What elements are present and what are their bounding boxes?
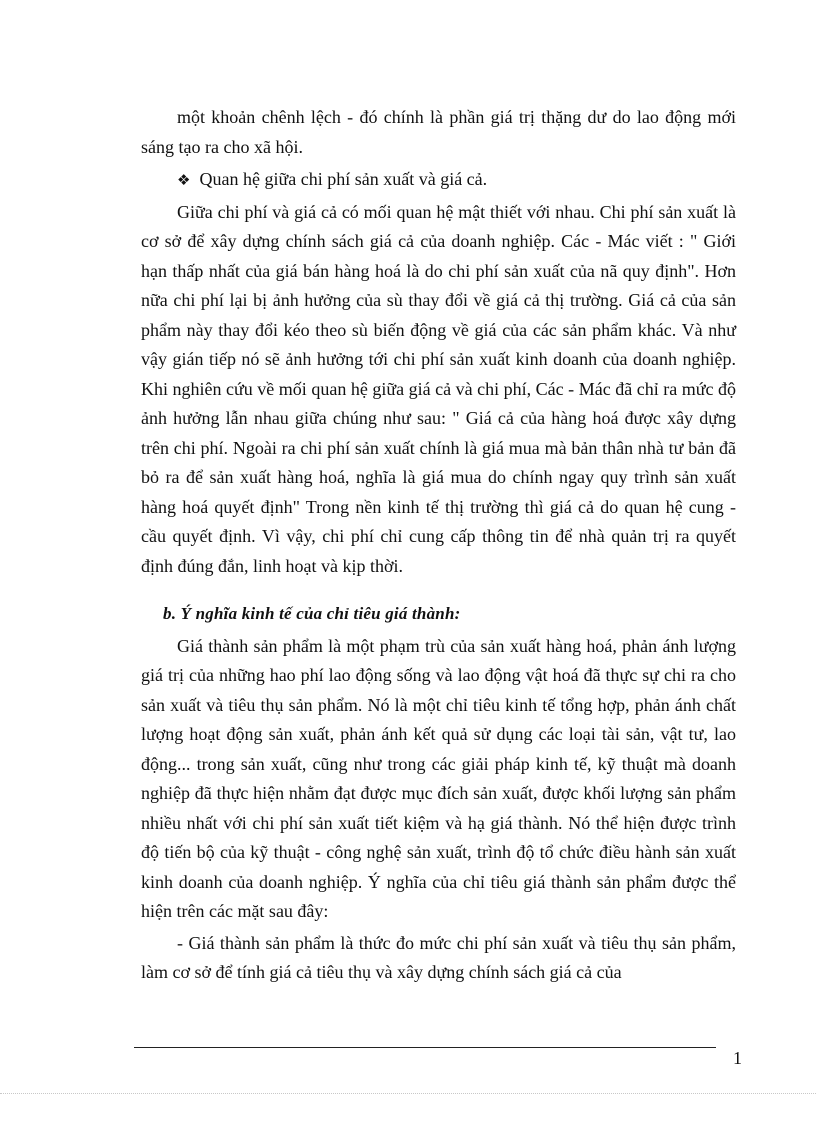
continuation-paragraph: một khoản chênh lệch - đó chính là phần giá trị thặng dư do lao động mới sáng tạo ra cho xã hội.: [141, 107, 736, 157]
section-heading: b. Ý nghĩa kinh tế của chỉ tiêu giá thành:: [163, 604, 461, 623]
meaning-paragraph: Giá thành sản phẩm là một phạm trù của sản xuất hàng hoá, phản ánh lượng giá trị của những hao phí lao động sống và lao động vật hoá đã thực sự chi ra cho sản xuất và tiêu thụ sản phẩm. Nó là một chỉ tiêu kinh tế tổng hợp, phản ánh chất lượng hoạt động sản xuất, phản ánh kết quả sử dụng các loại tài sản, vật tư, lao động... trong sản xuất, cũng như trong các giải pháp kinh tế, kỹ thuật mà doanh nghiệp đã thực hiện nhằm đạt được mục đích sản xuất, được khối lượng sản phẩm nhiều nhất với chi phí sản xuất tiết kiệm và hạ giá thành. Nó thể hiện được trình độ tiến bộ của kỹ thuật - công nghệ sản xuất, trình độ tổ chức điều hành sản xuất kinh doanh của doanh nghiệp. Ý nghĩa của chỉ tiêu giá thành sản phẩm được thể hiện trên các mặt sau đây:: [141, 635, 736, 921]
body-text: [141, 103, 736, 988]
dash-list-item: - Giá thành sản phẩm là thức đo mức chi phí sản xuất và tiêu thụ sản phẩm, làm cơ sở để tính giá cả tiêu thụ và xây dựng chính sách giá cả của: [141, 932, 736, 982]
relation-paragraph: Giữa chi phí và giá cả có mối quan hệ mật thiết với nhau. Chi phí sản xuất là cơ sở để xây dựng chính sách giá cả của doanh nghiệp. Các - Mác viết : " Giới hạn thấp nhất của giá bán hàng hoá là do chi phí sản xuất của nã quy định". Hơn nữa chi phí lại bị ảnh hưởng của sù thay đổi về giá cả thị trường. Giá cả của sản phẩm này thay đổi kéo theo sù biến động về giá của các sản phẩm khác. Và như vậy gián tiếp nó sẽ ảnh hưởng tới chi phí sản xuất kinh doanh của doanh nghiệp. Khi nghiên cứu về mối quan hệ giữa giá cả và chi phí, Các - Mác đã chỉ ra mức độ ảnh hưởng lẫn nhau giữa chúng như sau: " Giá cả của hàng hoá được xây dựng trên chi phí. Ngoài ra chi phí sản xuất chính là giá mua mà bản thân nhà tư bản đã bỏ ra để sản xuất hàng hoá, nghĩa là giá mua do chính ngay quy trình sản xuất hàng hoá quyết định" Trong nền kinh tế thị trường thì giá cả do quan hệ cung - cầu quyết định. Vì vậy, chi phí chỉ cung cấp thông tin để nhà quản trị ra quyết định đúng đắn, linh hoạt và kịp thời.: [141, 201, 736, 576]
bullet-text: Quan hệ giữa chi phí sản xuất và giá cả.: [199, 169, 488, 189]
page-number: 1: [733, 1048, 742, 1068]
bullet-item: [141, 165, 736, 196]
footer-divider: [134, 1047, 716, 1048]
page-edge-divider: [0, 1093, 816, 1094]
four-diamond-icon: ❖: [177, 171, 191, 189]
